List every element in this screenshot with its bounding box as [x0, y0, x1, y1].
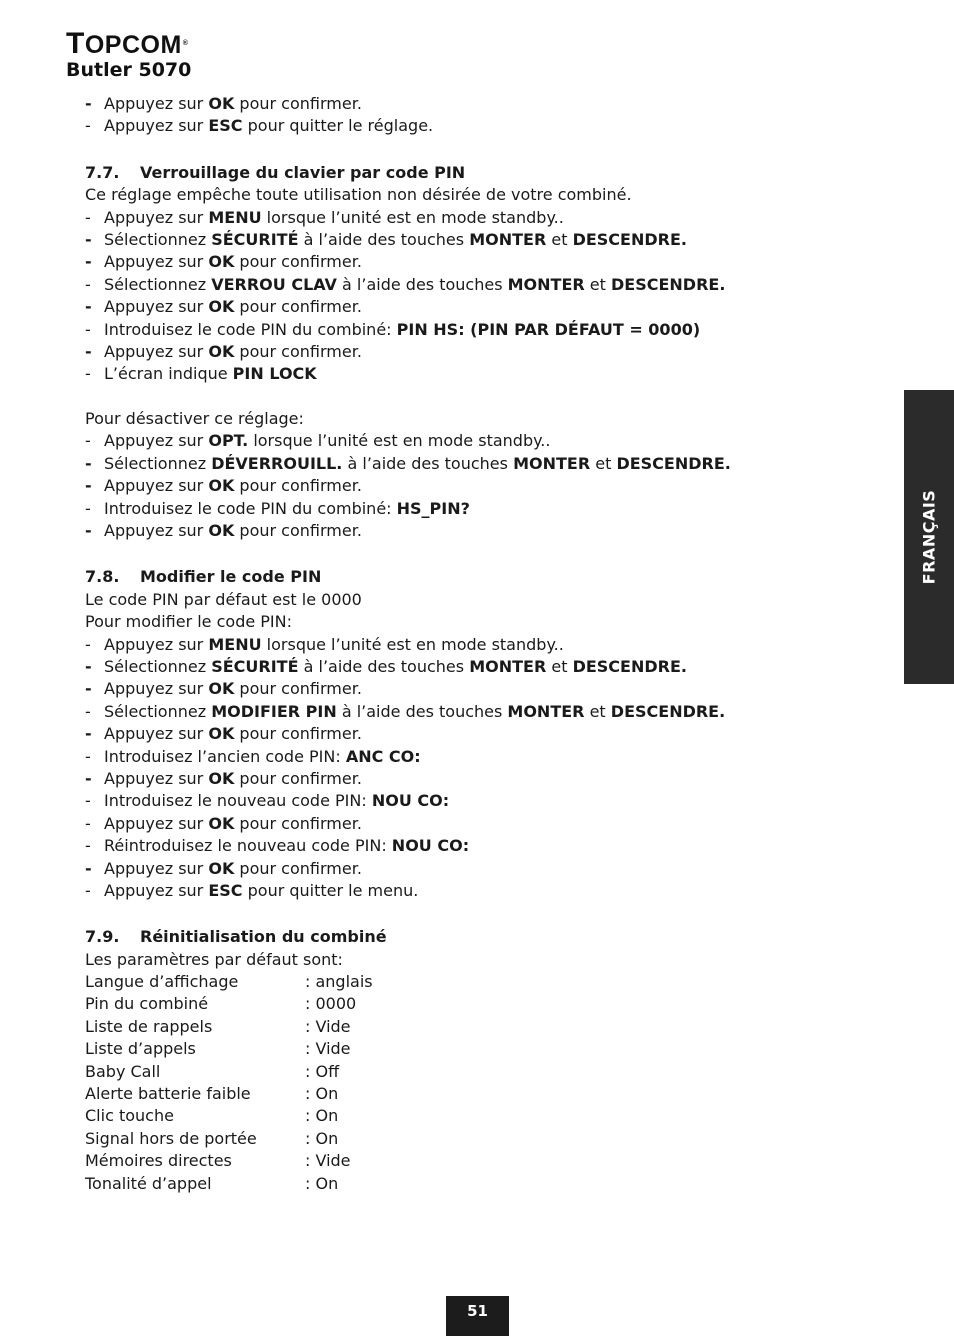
- key-term: NOU CO:: [371, 791, 450, 811]
- settings-row: [85, 971, 885, 993]
- text-run: Appuyez sur: [104, 252, 209, 272]
- bullet-dash: -: [85, 207, 91, 227]
- page-header: [66, 27, 192, 82]
- text-run: Introduisez le nouveau code PIN:: [104, 791, 372, 811]
- instruction-step: [85, 229, 885, 251]
- text-run: Appuyez sur: [104, 94, 209, 113]
- section-title: [85, 566, 885, 588]
- key-term: OK: [208, 679, 235, 699]
- setting-value: : On: [305, 1084, 339, 1104]
- key-term: DESCENDRE.: [610, 701, 726, 721]
- setting-value: : On: [305, 1128, 339, 1148]
- key-term: DÉVERROUILL.: [211, 453, 343, 473]
- setting-value: : 0000: [305, 994, 357, 1014]
- bullet-dash: -: [85, 498, 91, 518]
- instruction-step: [85, 678, 885, 700]
- key-term: HS_PIN?: [396, 498, 470, 518]
- bullet-dash: -: [85, 274, 91, 294]
- setting-name: Liste de rappels: [85, 1016, 213, 1036]
- instruction-step: [85, 498, 885, 520]
- setting-name: Mémoires directes: [85, 1151, 232, 1171]
- instruction-step: [85, 274, 885, 296]
- text-run: Sélectionnez: [104, 274, 212, 294]
- text-run: Appuyez sur: [104, 431, 209, 451]
- setting-value: : Off: [305, 1061, 340, 1081]
- key-term: OK: [208, 476, 235, 496]
- instruction-step: [85, 835, 885, 857]
- paragraph-text: [85, 949, 885, 971]
- bullet-dash: -: [85, 341, 92, 361]
- setting-value: : On: [305, 1106, 339, 1126]
- section-number: 7.7.: [85, 162, 120, 182]
- instruction-step: [85, 701, 885, 723]
- text-run: pour confirmer.: [234, 858, 362, 878]
- text-run: et: [546, 229, 573, 249]
- text-run: Appuyez sur: [104, 679, 209, 699]
- language-tab: [904, 390, 954, 684]
- setting-name: Tonalité d’appel: [85, 1173, 212, 1193]
- text-run: pour confirmer.: [234, 768, 362, 788]
- key-term: MONTER: [513, 453, 591, 473]
- key-term: DESCENDRE.: [610, 274, 726, 294]
- text-run: pour confirmer.: [234, 252, 362, 272]
- bullet-dash: -: [85, 813, 91, 833]
- key-term: VERROU CLAV: [211, 274, 337, 294]
- bullet-dash: -: [85, 768, 92, 788]
- text-run: L’écran indique: [104, 364, 233, 384]
- text-run: pour confirmer.: [234, 94, 362, 113]
- text-run: Pour désactiver ce réglage:: [85, 409, 304, 429]
- text-run: Appuyez sur: [104, 634, 209, 654]
- text-run: Appuyez sur: [104, 116, 209, 136]
- text-run: Sélectionnez: [104, 453, 212, 473]
- setting-name: Alerte batterie faible: [85, 1084, 251, 1104]
- instruction-step: [85, 858, 885, 880]
- language-tab-label: FRANÇAIS: [919, 489, 939, 585]
- text-run: Appuyez sur: [104, 521, 209, 541]
- instruction-step: [85, 813, 885, 835]
- instruction-step: [85, 880, 885, 902]
- text-run: pour confirmer.: [234, 724, 362, 744]
- text-run: Appuyez sur: [104, 858, 209, 878]
- key-term: SÉCURITÉ: [211, 229, 299, 249]
- bullet-dash: -: [85, 679, 92, 699]
- text-run: à l’aide des touches: [336, 274, 508, 294]
- instruction-step: [85, 363, 885, 385]
- text-run: et: [584, 274, 611, 294]
- text-run: Sélectionnez: [104, 229, 212, 249]
- instruction-step: [85, 520, 885, 542]
- text-run: pour confirmer.: [234, 476, 362, 496]
- text-run: Les paramètres par défaut sont:: [85, 949, 343, 969]
- manual-content: [85, 93, 885, 1195]
- text-run: Introduisez le code PIN du combiné:: [104, 498, 397, 518]
- instruction-step: [85, 115, 885, 137]
- key-term: OK: [208, 94, 235, 113]
- text-run: Sélectionnez: [104, 656, 212, 676]
- instruction-step: [85, 656, 885, 678]
- text-run: et: [590, 453, 617, 473]
- text-run: Sélectionnez: [104, 701, 212, 721]
- paragraph-text: [85, 589, 885, 611]
- section-number: 7.9.: [85, 927, 120, 947]
- text-run: pour confirmer.: [234, 521, 362, 541]
- key-term: OK: [208, 813, 235, 833]
- bullet-dash: -: [85, 229, 92, 249]
- text-run: pour confirmer.: [234, 813, 362, 833]
- bullet-dash: -: [85, 836, 91, 856]
- settings-row: [85, 1150, 885, 1172]
- instruction-step: [85, 746, 885, 768]
- text-run: à l’aide des touches: [336, 701, 508, 721]
- setting-name: Clic touche: [85, 1106, 174, 1126]
- settings-row: [85, 1083, 885, 1105]
- key-term: OK: [208, 252, 235, 272]
- logo-text: OPCOM: [84, 31, 182, 59]
- text-run: pour confirmer.: [234, 297, 362, 317]
- text-run: à l’aide des touches: [342, 453, 514, 473]
- logo-initial: T: [66, 27, 85, 60]
- instruction-step: [85, 296, 885, 318]
- text-run: Appuyez sur: [104, 768, 209, 788]
- text-run: Appuyez sur: [104, 724, 209, 744]
- setting-name: Signal hors de portée: [85, 1128, 257, 1148]
- key-term: MENU: [208, 634, 262, 654]
- instruction-step: [85, 430, 885, 452]
- bullet-dash: -: [85, 319, 91, 339]
- key-term: NOU CO:: [391, 836, 470, 856]
- text-run: Appuyez sur: [104, 813, 209, 833]
- key-term: OK: [208, 768, 235, 788]
- key-term: ESC: [208, 880, 243, 900]
- text-run: Appuyez sur: [104, 880, 209, 900]
- paragraph-gap: [85, 386, 885, 408]
- text-run: lorsque l’unité est en mode standby..: [261, 207, 564, 227]
- instruction-step: [85, 723, 885, 745]
- instruction-step: [85, 341, 885, 363]
- bullet-dash: -: [85, 431, 91, 451]
- registered-mark: ®: [182, 40, 189, 47]
- setting-name: Liste d’appels: [85, 1039, 196, 1059]
- settings-row: [85, 1061, 885, 1083]
- key-term: MENU: [208, 207, 262, 227]
- bullet-dash: -: [85, 116, 91, 136]
- text-run: Introduisez le code PIN du combiné:: [104, 319, 397, 339]
- text-run: pour confirmer.: [234, 679, 362, 699]
- setting-value: : Vide: [305, 1016, 351, 1036]
- key-term: OPT.: [208, 431, 249, 451]
- setting-name: Langue d’affichage: [85, 972, 239, 992]
- bullet-dash: -: [85, 94, 92, 113]
- paragraph-text: [85, 408, 885, 430]
- section-spacer: [85, 902, 885, 926]
- key-term: OK: [208, 341, 235, 361]
- key-term: MODIFIER PIN: [211, 701, 337, 721]
- settings-row: [85, 993, 885, 1015]
- bullet-dash: -: [85, 521, 92, 541]
- bullet-dash: -: [85, 297, 92, 317]
- setting-value: : Vide: [305, 1151, 351, 1171]
- text-run: et: [584, 701, 611, 721]
- page-number: 51: [446, 1296, 509, 1336]
- paragraph-text: [85, 184, 885, 206]
- model-name: Butler 5070: [66, 59, 192, 81]
- instruction-step: [85, 475, 885, 497]
- bullet-dash: -: [85, 364, 91, 384]
- bullet-dash: -: [85, 701, 91, 721]
- text-run: Réintroduisez le nouveau code PIN:: [104, 836, 392, 856]
- instruction-step: [85, 319, 885, 341]
- text-run: Appuyez sur: [104, 297, 209, 317]
- settings-row: [85, 1038, 885, 1060]
- settings-row: [85, 1016, 885, 1038]
- text-run: Introduisez l’ancien code PIN:: [104, 746, 346, 766]
- instruction-step: [85, 790, 885, 812]
- bullet-dash: -: [85, 724, 92, 744]
- setting-value: : Vide: [305, 1039, 351, 1059]
- paragraph-text: [85, 611, 885, 633]
- text-run: lorsque l’unité est en mode standby..: [248, 431, 551, 451]
- bullet-dash: -: [85, 656, 92, 676]
- setting-value: : On: [305, 1173, 339, 1193]
- section-spacer: [85, 542, 885, 566]
- text-run: Ce réglage empêche toute utilisation non désirée de votre combiné.: [85, 185, 632, 205]
- key-term: SÉCURITÉ: [211, 656, 299, 676]
- key-term: ANC CO:: [345, 746, 421, 766]
- settings-row: [85, 1105, 885, 1127]
- key-term: OK: [208, 724, 235, 744]
- instruction-step: [85, 634, 885, 656]
- section-heading: Modifier le code PIN: [140, 567, 322, 587]
- text-run: pour confirmer.: [234, 341, 362, 361]
- text-run: Le code PIN par défaut est le 0000: [85, 589, 362, 609]
- topcom-logo: [66, 27, 191, 60]
- bullet-dash: -: [85, 453, 92, 473]
- settings-row: [85, 1173, 885, 1195]
- text-run: Appuyez sur: [104, 476, 209, 496]
- key-term: OK: [208, 858, 235, 878]
- bullet-dash: -: [85, 634, 91, 654]
- section-spacer: [85, 138, 885, 162]
- bullet-dash: -: [85, 746, 91, 766]
- bullet-dash: -: [85, 476, 92, 496]
- key-term: DESCENDRE.: [572, 656, 687, 676]
- key-term: OK: [208, 297, 235, 317]
- text-run: Pour modifier le code PIN:: [85, 612, 293, 632]
- key-term: MONTER: [507, 701, 585, 721]
- section-heading: Réinitialisation du combiné: [140, 927, 387, 947]
- text-run: et: [546, 656, 573, 676]
- key-term: MONTER: [469, 229, 547, 249]
- bullet-dash: -: [85, 858, 92, 878]
- section-title: [85, 162, 885, 184]
- text-run: lorsque l’unité est en mode standby..: [261, 634, 564, 654]
- text-run: pour quitter le réglage.: [242, 116, 434, 136]
- key-term: ESC: [208, 116, 243, 136]
- text-run: à l’aide des touches: [298, 656, 470, 676]
- key-term: PIN LOCK: [232, 364, 317, 384]
- section-number: 7.8.: [85, 567, 120, 587]
- bullet-dash: -: [85, 252, 92, 272]
- bullet-dash: -: [85, 791, 91, 811]
- key-term: OK: [208, 521, 235, 541]
- setting-name: Baby Call: [85, 1061, 161, 1081]
- settings-row: [85, 1128, 885, 1150]
- instruction-step: [85, 251, 885, 273]
- key-term: DESCENDRE.: [616, 453, 731, 473]
- instruction-step: [85, 768, 885, 790]
- text-run: pour quitter le menu.: [242, 880, 419, 900]
- instruction-step: [85, 207, 885, 229]
- instruction-step: [85, 453, 885, 475]
- text-run: Appuyez sur: [104, 207, 209, 227]
- bullet-dash: -: [85, 880, 91, 900]
- instruction-step: [85, 93, 885, 115]
- key-term: MONTER: [469, 656, 547, 676]
- key-term: MONTER: [507, 274, 585, 294]
- section-title: [85, 926, 885, 948]
- section-heading: Verrouillage du clavier par code PIN: [140, 162, 466, 182]
- setting-name: Pin du combiné: [85, 994, 209, 1014]
- text-run: Appuyez sur: [104, 341, 209, 361]
- text-run: à l’aide des touches: [298, 229, 470, 249]
- setting-value: : anglais: [305, 972, 373, 992]
- key-term: PIN HS: (PIN PAR DÉFAUT = 0000): [396, 319, 701, 339]
- key-term: DESCENDRE.: [572, 229, 687, 249]
